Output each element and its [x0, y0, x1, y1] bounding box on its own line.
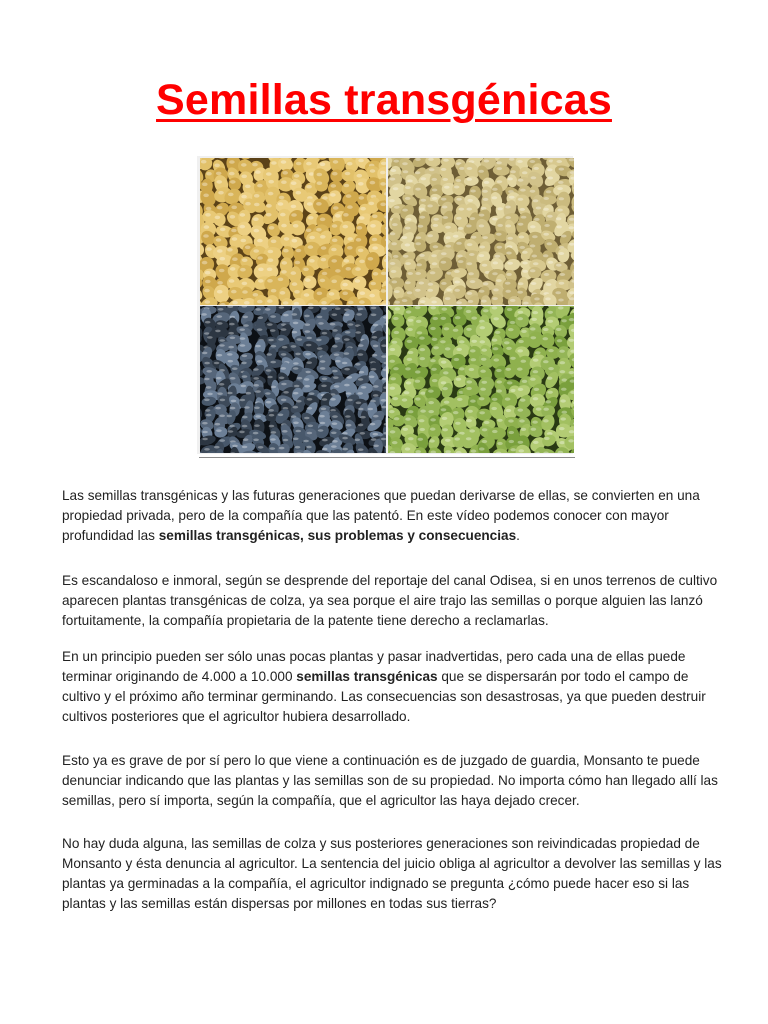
black-bean-seeds-image [200, 306, 386, 453]
paragraph-3-end: que se dispersarán por todo el campo de cultivo y el próximo año terminar germinando. Las consecuencias son desastrosas, ya que pueden destruir cultivos posteriores que el agricultor hubiera desarrollado. [62, 669, 706, 724]
paragraph-1-bold: semillas transgénicas, sus problemas y consecuencias [158, 528, 517, 543]
tile-green-svg [388, 306, 574, 453]
paragraph-1 [62, 486, 722, 546]
paragraph-2-text: Es escandaloso e inmoral, según se desprende del reportaje del canal Odisea, si en unos terrenos de cultivo aparecen plantas transgénicas de colza, ya sea porque el aire trajo las semillas o porque alguien las lanzó fortuitamente, la compañía propietaria de la patente tiene derecho a reclamarlas. [62, 573, 718, 628]
seeds-image [197, 156, 573, 454]
paragraph-3-bold: semillas transgénicas [296, 669, 438, 684]
paragraph-5-text: No hay duda alguna, las semillas de colza y sus posteriores generaciones son reivindicadas propiedad de Monsanto y ésta denuncia al agricultor. La sentencia del juicio obliga al agricultor a devolver las semillas y las plantas ya germinadas a la compañía, el agricultor indignado se pregunta ¿cómo puede hacer eso si las plantas y las semillas están dispersas por millones en todas sus tierras? [62, 836, 722, 911]
paragraph-1-text: Las semillas transgénicas y las futuras generaciones que puedan derivarse de ellas, se convierten en una propiedad privada, pero de la compañía que las patentó. En este vídeo podemos conocer con mayor profundidad las [62, 488, 700, 543]
paragraph-5 [62, 834, 722, 914]
paragraph-2 [62, 571, 722, 631]
paragraph-4 [62, 751, 722, 811]
paragraph-3 [62, 647, 722, 727]
soybean-seeds-pale-image [388, 158, 574, 305]
green-soybean-seeds-image [388, 306, 574, 453]
image-divider [199, 457, 575, 458]
tile-pale-svg [388, 158, 574, 305]
soybean-seeds-yellow-image [200, 158, 386, 305]
tile-yellow-svg [200, 158, 386, 305]
tile-black-svg [200, 306, 386, 453]
paragraph-3-text: En un principio pueden ser sólo unas pocas plantas y pasar inadvertidas, pero cada una de ellas puede terminar originando de 4.000 a 10.000 [62, 649, 686, 684]
paragraph-1-end: . [516, 528, 520, 543]
page-title: Semillas transgénicas [156, 76, 612, 124]
paragraph-4-text: Esto ya es grave de por sí pero lo que viene a continuación es de juzgado de guardia, Monsanto te puede denunciar indicando que las plantas y las semillas son de su propiedad. No importa cómo han llegado allí las semillas, pero sí importa, según la compañía, que el agricultor las haya dejado crecer. [62, 753, 718, 808]
